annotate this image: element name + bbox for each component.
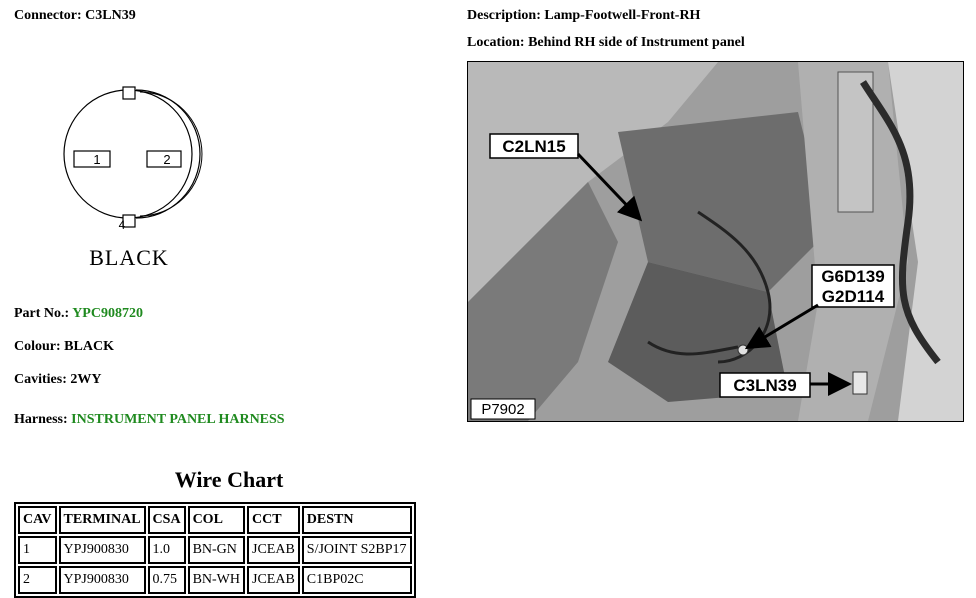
- header-csa: CSA: [148, 506, 186, 534]
- pin-2-label: 2: [163, 152, 171, 167]
- part-no-field: [14, 306, 143, 322]
- description-field: [467, 8, 700, 24]
- connector-label: Connector:: [14, 8, 82, 23]
- cell-csa: 1.0: [148, 536, 186, 564]
- photo-ref: P7902: [481, 401, 525, 418]
- cavities-label: Cavities:: [14, 372, 67, 387]
- colour-value: BLACK: [64, 339, 114, 354]
- pin-4-label: 4: [118, 218, 126, 232]
- location-photo: [467, 61, 964, 422]
- cell-col: BN-WH: [188, 566, 245, 594]
- connector-c3ln39-part: [853, 372, 867, 394]
- part-no-label: Part No.:: [14, 306, 70, 321]
- cell-destn: C1BP02C: [302, 566, 412, 594]
- cell-cav: 1: [18, 536, 57, 564]
- connector-top-latch: [123, 87, 135, 99]
- wire-chart-table: [14, 502, 416, 598]
- callout-g2d114: G2D114: [821, 287, 885, 306]
- connector-value: C3LN39: [85, 8, 136, 23]
- cell-col: BN-GN: [188, 536, 245, 564]
- harness-label: Harness:: [14, 412, 68, 427]
- pin-1-box: [74, 151, 110, 167]
- harness-value[interactable]: INSTRUMENT PANEL HARNESS: [71, 412, 285, 427]
- part-no-value[interactable]: YPC908720: [72, 306, 143, 321]
- cell-cav: 2: [18, 566, 57, 594]
- connector-color-label: BLACK: [89, 245, 169, 270]
- location-field: [467, 35, 745, 51]
- cell-csa: 0.75: [148, 566, 186, 594]
- table-row: [18, 536, 412, 564]
- description-value: Lamp-Footwell-Front-RH: [544, 8, 701, 23]
- wire-chart-header-row: [18, 506, 412, 534]
- cell-cct: JCEAB: [247, 566, 300, 594]
- harness-field: [14, 412, 285, 428]
- location-value: Behind RH side of Instrument panel: [528, 35, 745, 50]
- description-label: Description:: [467, 8, 541, 23]
- header-destn: DESTN: [302, 506, 412, 534]
- location-label: Location:: [467, 35, 525, 50]
- connector-field: [14, 8, 136, 24]
- location-photo-drawing: [468, 62, 963, 421]
- callout-c2ln15: C2LN15: [502, 137, 566, 156]
- wire-chart-title: Wire Chart: [174, 467, 284, 492]
- table-row: [18, 566, 412, 594]
- header-col: COL: [188, 506, 245, 534]
- colour-label: Colour:: [14, 339, 61, 354]
- cavities-value: 2WY: [70, 372, 102, 387]
- cavities-field: [14, 372, 102, 388]
- header-cct: CCT: [247, 506, 300, 534]
- colour-field: [14, 339, 114, 355]
- cell-terminal: YPJ900830: [59, 536, 146, 564]
- cell-destn: S/JOINT S2BP17: [302, 536, 412, 564]
- pin-1-label: 1: [93, 152, 101, 167]
- header-cav: CAV: [18, 506, 57, 534]
- callout-g6d139: G6D139: [821, 267, 885, 286]
- ground-stud: [738, 345, 748, 355]
- callout-c3ln39: C3LN39: [733, 376, 797, 395]
- connector-face-diagram: [40, 70, 240, 280]
- header-terminal: TERMINAL: [59, 506, 146, 534]
- cell-cct: JCEAB: [247, 536, 300, 564]
- cell-terminal: YPJ900830: [59, 566, 146, 594]
